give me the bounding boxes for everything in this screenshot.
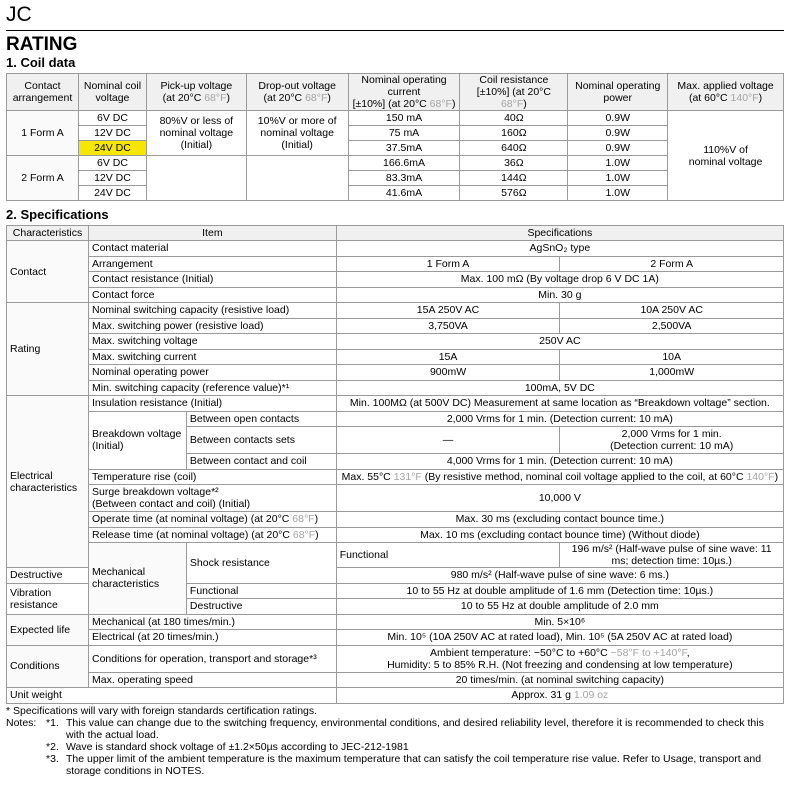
value-release-time: Max. 10 ms (excluding contact bounce time) (Without diode): [336, 527, 783, 543]
note-1: [6, 717, 784, 741]
series-name: JC: [6, 3, 32, 26]
item-unit-weight: Unit weight: [7, 688, 337, 704]
item-release-time: Release time (at nominal voltage) (at 20°C 68°F): [88, 527, 336, 543]
item-contact-resistance: Contact resistance (Initial): [88, 272, 336, 288]
item-contact-material: Contact material: [88, 241, 336, 257]
table-row: [7, 527, 784, 543]
item-switching-power: Max. switching power (resistive load): [88, 318, 336, 334]
table-row: [7, 543, 784, 568]
col-nominal-current: Nominal operating current [±10%] (at 20°C 68°F): [348, 74, 460, 111]
coil-current: 41.6mA: [348, 186, 460, 201]
foreign-standards-note: * Specifications will vary with foreign standards certification ratings.: [6, 704, 318, 717]
item-vibration-functional: Functional: [186, 583, 336, 599]
category-conditions: Conditions: [7, 645, 89, 688]
note-1-number: *1.: [46, 716, 59, 729]
value-temperature-rise: Max. 55°C 131°F (By resistive method, nominal coil voltage applied to the coil, at 60°C 140°F): [336, 469, 783, 485]
value-bd-contact-coil: 4,000 Vrms for 1 min. (Detection current: 10 mA): [336, 454, 783, 470]
value-operating-speed: 20 times/min. (at nominal switching capacity): [336, 672, 783, 688]
item-min-switching-capacity: Min. switching capacity (reference value)*¹: [88, 380, 336, 396]
page-title: RATING: [6, 34, 78, 55]
coil-row: [7, 156, 784, 171]
item-operating-speed: Max. operating speed: [88, 672, 336, 688]
coil-voltage: 6V DC: [78, 111, 146, 126]
item-shock-destructive: Destructive: [7, 568, 89, 584]
dropout-voltage-blank: [246, 156, 348, 201]
dropout-voltage-value: 10%V or more of nominal voltage (Initial): [246, 111, 348, 156]
table-row: [7, 272, 784, 288]
item-vibration-destructive: Destructive: [186, 599, 336, 615]
note-3-text: The upper limit of the ambient temperature is the maximum temperature that can satisfy the coil temperature rise value. Refer to Usage, transport and storage conditions in NOTES.: [66, 752, 762, 777]
value-operating-power-2: 1,000mW: [560, 365, 784, 381]
item-shock-resistance: Shock resistance: [186, 543, 336, 584]
value-insulation-resistance: Min. 100MΩ (at 500V DC) Measurement at same location as “Breakdown voltage” section.: [336, 396, 783, 412]
table-row: [7, 241, 784, 257]
coil-resistance: 160Ω: [460, 126, 568, 141]
table-row: [7, 380, 784, 396]
note-2-number: *2.: [46, 740, 59, 753]
value-switching-power-1: 3,750VA: [336, 318, 560, 334]
table-row: [7, 688, 784, 704]
value-contact-resistance: Max. 100 mΩ (By voltage drop 6 V DC 1A): [336, 272, 783, 288]
item-switching-voltage: Max. switching voltage: [88, 334, 336, 350]
value-bd-open-contacts: 2,000 Vrms for 1 min. (Detection current: 10 mA): [336, 411, 783, 427]
item-bd-contact-coil: Between contact and coil: [186, 454, 336, 470]
item-operating-power: Nominal operating power: [88, 365, 336, 381]
item-arrangement: Arrangement: [88, 256, 336, 272]
col-dropout-voltage: Drop-out voltage (at 20°C 68°F): [246, 74, 348, 111]
table-row: [7, 485, 784, 512]
coil-row: [7, 171, 784, 186]
col-coil-resistance: Coil resistance [±10%] (at 20°C 68°F): [460, 74, 568, 111]
table-row: [7, 318, 784, 334]
coil-current: 75 mA: [348, 126, 460, 141]
coil-voltage: 12V DC: [78, 126, 146, 141]
item-mechanical-life: Mechanical (at 180 times/min.): [88, 614, 336, 630]
specifications-table: [6, 225, 784, 704]
col-item: Item: [88, 226, 336, 241]
value-vibration-destructive: 10 to 55 Hz at double amplitude of 2.0 mm: [336, 599, 783, 615]
value-unit-weight: Approx. 31 g 1.09 oz: [336, 688, 783, 704]
item-shock-functional: Functional: [336, 543, 560, 568]
group-1-form-a: 1 Form A: [7, 111, 79, 156]
item-contact-force: Contact force: [88, 287, 336, 303]
value-shock-destructive: 980 m/s² (Half-wave pulse of sine wave: 6 ms.): [336, 568, 783, 584]
coil-voltage: 6V DC: [78, 156, 146, 171]
table-row: [7, 396, 784, 412]
note-2-text: Wave is standard shock voltage of ±1.2×50µs according to JEC-212-1981: [66, 740, 409, 753]
coil-row: [7, 186, 784, 201]
notes-label: Notes:: [6, 716, 37, 729]
table-row: [7, 614, 784, 630]
value-contact-force: Min. 30 g: [336, 287, 783, 303]
col-contact-arrangement: Contact arrangement: [7, 74, 79, 111]
value-arrangement-2: 2 Form A: [560, 256, 784, 272]
pickup-voltage-value: 80%V or less of nominal voltage (Initial): [146, 111, 246, 156]
item-switching-capacity: Nominal switching capacity (resistive load): [88, 303, 336, 319]
item-insulation-resistance: Insulation resistance (Initial): [88, 396, 336, 412]
coil-power: 1.0W: [568, 156, 668, 171]
category-contact: Contact: [7, 241, 89, 303]
value-switching-voltage: 250V AC: [336, 334, 783, 350]
coil-current: 150 mA: [348, 111, 460, 126]
coil-row: [7, 126, 784, 141]
item-bd-contact-sets: Between contacts sets: [186, 427, 336, 454]
col-specifications: Specifications: [336, 226, 783, 241]
item-electrical-life: Electrical (at 20 times/min.): [88, 630, 336, 646]
value-electrical-life: Min. 10⁵ (10A 250V AC at rated load), Min. 10⁵ (5A 250V AC at rated load): [336, 630, 783, 646]
item-breakdown-voltage: Breakdown voltage (Initial): [88, 411, 186, 469]
item-operate-time: Operate time (at nominal voltage) (at 20°C 68°F): [88, 512, 336, 528]
category-mechanical: Mechanical characteristics: [88, 543, 186, 615]
value-switching-power-2: 2,500VA: [560, 318, 784, 334]
value-bd-contact-sets-1: —: [336, 427, 560, 454]
table-row: [7, 303, 784, 319]
coil-power: 1.0W: [568, 186, 668, 201]
item-temperature-rise: Temperature rise (coil): [88, 469, 336, 485]
coil-power: 0.9W: [568, 126, 668, 141]
datasheet-page: [0, 3, 790, 785]
coil-voltage: 24V DC: [78, 186, 146, 201]
coil-resistance: 144Ω: [460, 171, 568, 186]
col-nominal-coil-voltage: Nominal coil voltage: [78, 74, 146, 111]
value-switching-current-2: 10A: [560, 349, 784, 365]
item-storage-conditions: Conditions for operation, transport and storage*³: [88, 645, 336, 672]
table-row: [7, 256, 784, 272]
item-bd-open-contacts: Between open contacts: [186, 411, 336, 427]
value-min-switching-capacity: 100mA, 5V DC: [336, 380, 783, 396]
table-row: [7, 411, 784, 427]
coil-voltage: 12V DC: [78, 171, 146, 186]
table-row: [7, 334, 784, 350]
coil-resistance: 36Ω: [460, 156, 568, 171]
table-row: [7, 645, 784, 672]
spec-header-row: [7, 226, 784, 241]
value-switching-current-1: 15A: [336, 349, 560, 365]
value-surge-breakdown: 10,000 V: [336, 485, 783, 512]
note-3-number: *3.: [46, 752, 59, 765]
coil-data-table: [6, 73, 784, 201]
col-characteristics: Characteristics: [7, 226, 89, 241]
coil-resistance: 640Ω: [460, 141, 568, 156]
coil-resistance: 576Ω: [460, 186, 568, 201]
value-operate-time: Max. 30 ms (excluding contact bounce time.): [336, 512, 783, 528]
table-row: [7, 630, 784, 646]
coil-power: 1.0W: [568, 171, 668, 186]
coil-current: 37.5mA: [348, 141, 460, 156]
value-switching-capacity-2: 10A 250V AC: [560, 303, 784, 319]
category-electrical: Electrical characteristics: [7, 396, 89, 568]
category-rating: Rating: [7, 303, 89, 396]
pickup-voltage-blank: [146, 156, 246, 201]
coil-power: 0.9W: [568, 141, 668, 156]
value-switching-capacity-1: 15A 250V AC: [336, 303, 560, 319]
notes-block: [6, 705, 784, 777]
value-bd-contact-sets-2: 2,000 Vrms for 1 min. (Detection current: 10 mA): [560, 427, 784, 454]
value-operating-power-1: 900mW: [336, 365, 560, 381]
spec-section-title: 2. Specifications: [6, 207, 109, 222]
col-nominal-power: Nominal operating power: [568, 74, 668, 111]
note-3: [6, 753, 784, 777]
title-divider: [6, 30, 784, 31]
category-expected-life: Expected life: [7, 614, 89, 645]
value-vibration-functional: 10 to 55 Hz at double amplitude of 1.6 mm (Detection time: 10µs.): [336, 583, 783, 599]
table-row: [7, 287, 784, 303]
value-storage-conditions: Ambient temperature: −50°C to +60°C −58°F to +140°F, Humidity: 5 to 85% R.H. (Not freezing and condensing at low temperature): [336, 645, 783, 672]
table-row: [7, 512, 784, 528]
coil-voltage-highlighted: 24V DC: [78, 141, 146, 156]
table-row: [7, 469, 784, 485]
coil-power: 0.9W: [568, 111, 668, 126]
coil-row: [7, 111, 784, 126]
coil-current: 166.6mA: [348, 156, 460, 171]
col-max-applied-voltage: Max. applied voltage (at 60°C 140°F): [668, 74, 784, 111]
table-row: [7, 349, 784, 365]
coil-header-row: [7, 74, 784, 111]
value-contact-material: AgSnO₂ type: [336, 241, 783, 257]
note-1-text: This value can change due to the switching frequency, environmental conditions, and desired reliability level, therefore it is recommended to check this with the actual load.: [66, 716, 764, 741]
note-2: [6, 741, 784, 753]
value-shock-functional: 196 m/s² (Half-wave pulse of sine wave: 11 ms; detection time: 10µs.): [560, 543, 784, 568]
coil-current: 83.3mA: [348, 171, 460, 186]
table-row: [7, 672, 784, 688]
col-pickup-voltage: Pick-up voltage (at 20°C 68°F): [146, 74, 246, 111]
item-surge-breakdown: Surge breakdown voltage*² (Between contact and coil) (Initial): [88, 485, 336, 512]
item-switching-current: Max. switching current: [88, 349, 336, 365]
value-arrangement-1: 1 Form A: [336, 256, 560, 272]
value-mechanical-life: Min. 5×10⁶: [336, 614, 783, 630]
coil-resistance: 40Ω: [460, 111, 568, 126]
coil-section-title: 1. Coil data: [6, 55, 76, 70]
item-vibration-resistance: Vibration resistance: [7, 583, 89, 614]
group-2-form-a: 2 Form A: [7, 156, 79, 201]
max-applied-voltage-value: 110%V of nominal voltage: [668, 111, 784, 201]
table-row: [7, 365, 784, 381]
coil-row: [7, 141, 784, 156]
